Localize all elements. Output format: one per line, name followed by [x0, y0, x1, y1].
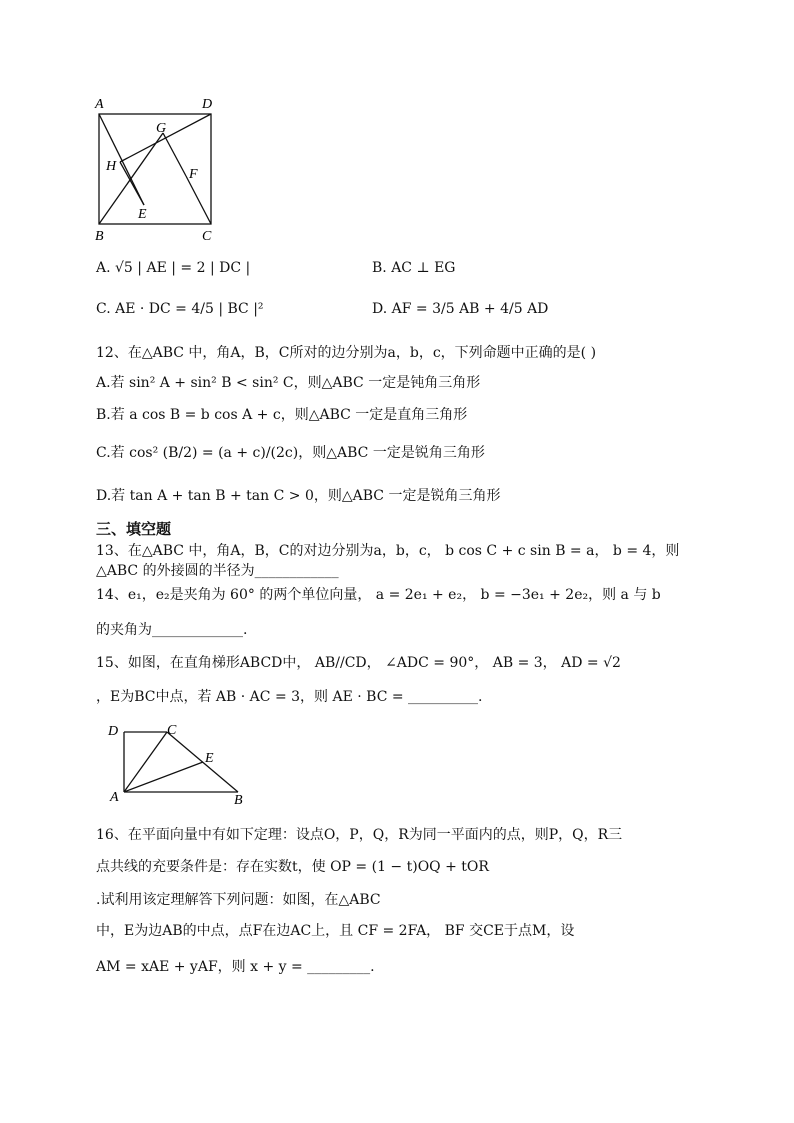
label-h: H: [106, 159, 117, 174]
segment-g-f: [163, 133, 186, 176]
label-f: F: [189, 167, 198, 182]
q13-line2: △ABC 的外接圆的半径为____________: [96, 563, 339, 579]
q15-line2: ，E为BC中点，若 AB · AC = 3，则 AE · BC = __________.: [96, 689, 483, 705]
label-g: G: [156, 121, 167, 136]
q12-option-c: C.若 cos² (B/2) = (a + c)/(2c)，则△ABC 一定是锐角三角形: [96, 445, 485, 461]
label-d2: D: [108, 724, 119, 739]
segment-b-g: [99, 133, 163, 224]
q16-line2: 点共线的充要条件是：存在实数t，使 OP = (1 − t)OQ + tOR: [96, 859, 489, 875]
q16-line5: AM = xAE + yAF，则 x + y = _________.: [96, 959, 375, 975]
label-b2: B: [234, 793, 243, 808]
q14-line2: 的夹角为_____________.: [96, 622, 248, 638]
label-e: E: [138, 207, 147, 222]
segment-a-c: [124, 732, 167, 792]
q16-line3: .试利用该定理解答下列问题：如图，在△ABC: [96, 892, 381, 908]
q12-stem: 12、在△ABC 中，角A，B，C所对的边分别为a，b，c，下列命题中正确的是( ): [96, 345, 597, 361]
q16-line1: 16、在平面向量中有如下定理：设点O，P，Q，R为同一平面内的点，则P，Q，R三: [96, 827, 623, 843]
q12-option-b: B.若 a cos B = b cos A + c，则△ABC 一定是直角三角形: [96, 407, 468, 423]
q11-option-b: B. AC ⊥ EG: [372, 260, 456, 276]
q11-option-a: A. √5 | AE | = 2 | DC |: [96, 260, 251, 276]
segment-a-e: [124, 762, 203, 792]
label-b: B: [95, 229, 104, 244]
q12-option-a: A.若 sin² A + sin² B < sin² C，则△ABC 一定是钝角三角形: [96, 375, 481, 391]
label-e2: E: [205, 751, 214, 766]
trapezoid-figure: [100, 718, 260, 810]
label-a2: A: [110, 790, 119, 805]
q14-line1: 14、e₁，e₂是夹角为 60° 的两个单位向量， a = 2e₁ + e₂， b = −3e₁ + 2e₂，则 a 与 b: [96, 587, 661, 603]
segment-h-e: [120, 162, 144, 205]
label-d: D: [202, 97, 213, 112]
q13-line1: 13、在△ABC 中，角A，B，C的对边分别为a，b，c， b cos C + c sin B = a， b = 4，则: [96, 543, 680, 559]
q12-option-d: D.若 tan A + tan B + tan C > 0，则△ABC 一定是锐角三角形: [96, 488, 501, 504]
label-c: C: [202, 229, 212, 244]
square-figure: [90, 92, 220, 244]
q11-option-d: D. AF = 3/5 AB + 4/5 AD: [372, 301, 549, 317]
segment-c-f: [186, 176, 211, 224]
q11-option-c: C. AE · DC = 4/5 | BC |²: [96, 301, 264, 317]
q15-line1: 15、如图，在直角梯形ABCD中， AB//CD， ∠ADC = 90°， AB = 3， AD = √2: [96, 655, 621, 671]
label-a: A: [95, 97, 104, 112]
q16-line4: 中，E为边AB的中点，点F在边AC上，且 CF = 2FA， BF 交CE于点M，设: [96, 923, 575, 939]
section-heading: 三、填空题: [96, 520, 172, 538]
label-c2: C: [167, 723, 177, 738]
